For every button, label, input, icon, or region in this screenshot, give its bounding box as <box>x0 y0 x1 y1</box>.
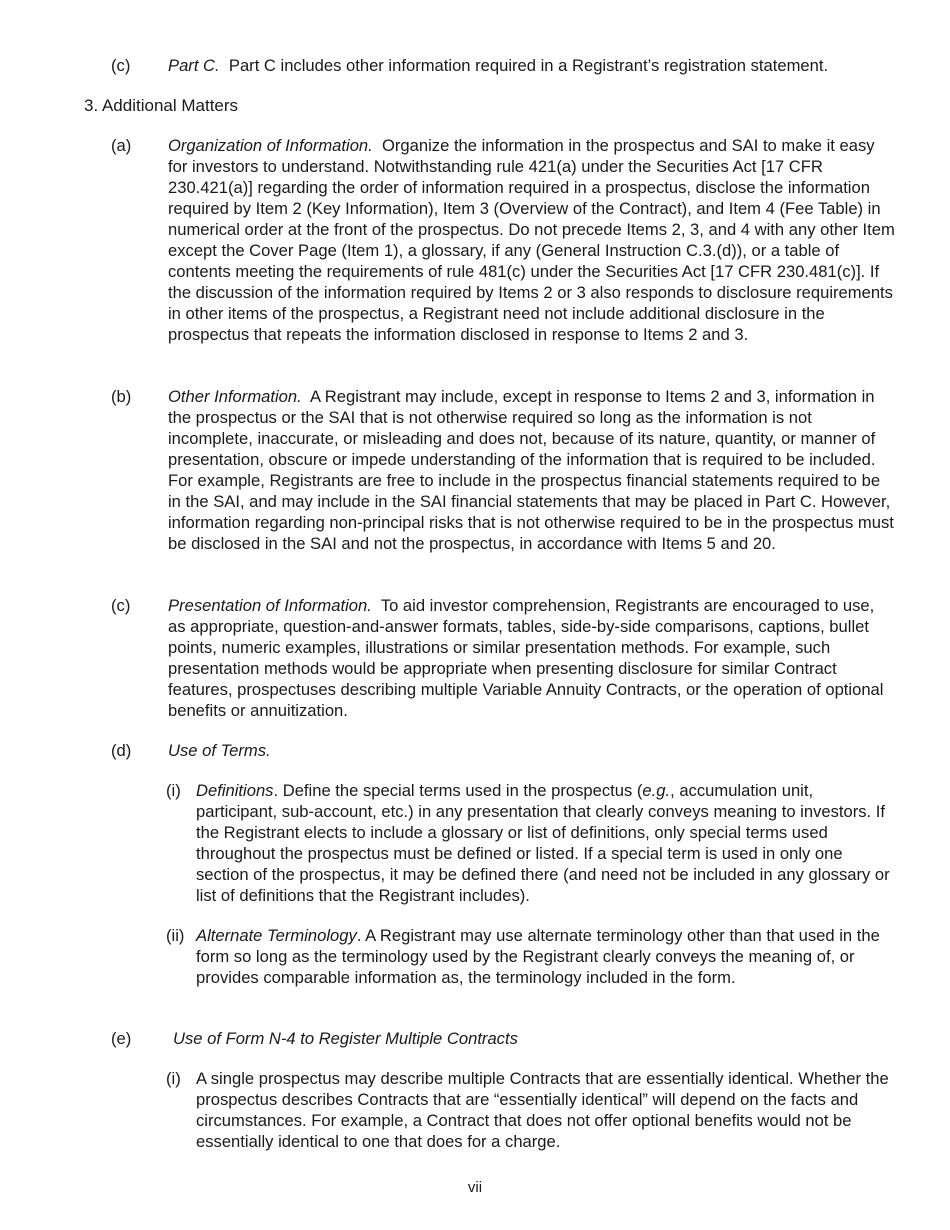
item-d-ii-label: (ii) <box>166 926 185 945</box>
item-e-i-text: A single prospectus may describe multiple Contracts that are essentially identical. Whether the prospectus describes Contracts that are “essentially identical” will depend on the facts and circumstances. For example, a Contract that does not offer optional benefits would not be essentially identical to one that does for a charge. <box>196 1069 889 1151</box>
part-c-body <box>168 55 908 76</box>
item-a-text: Organize the information in the prospectus and SAI to make it easy for investors to understand. Notwithstanding rule 421(a) under the Securities Act [17 CFR 230.421(a)] regarding the order of information required in a prospectus, disclose the information required by Item 2 (Key Information), Item 3 (Overview of the Contract), and Item 4 (Fee Table) in numerical order at the front of the prospectus. Do not precede Items 2, 3, and 4 with any other Item except the Cover Page (Item 1), a glossary, if any (General Instruction C.3.(d)), or a table of contents meeting the requirements of rule 481(c) under the Securities Act [17 CFR 230.481(c)]. If the discussion of the information required by Items 2 or 3 also responds to disclosure requirements in other items of the prospectus, a Registrant need not include additional disclosure in the prospectus that repeats the information disclosed in response to Items 2 and 3. <box>168 136 895 344</box>
item-d-lead: Use of Terms. <box>168 741 271 760</box>
item-e-label: (e) <box>111 1029 132 1048</box>
item-d-ii-lead: Alternate Terminology <box>196 926 357 945</box>
item-b-text: A Registrant may include, except in response to Items 2 and 3, information in the prospectus or the SAI that is not otherwise required so long as the information is not incomplete, inaccurate, or misleading and does not, because of its nature, quantity, or manner of presentation, obscure or impede understanding of the information that is required to be included. For example, Registrants are free to include in the prospectus financial statements required to be in the SAI, and may include in the SAI financial statements that may be placed in Part C. However, information regarding non-principal risks that is not otherwise required to be in the prospectus must be disclosed in the SAI and not the prospectus, in accordance with Items 5 and 20. <box>168 387 894 553</box>
part-c-lead: Part C. <box>168 56 220 75</box>
item-e-i-body <box>196 1068 891 1152</box>
item-d-i-label: (i) <box>166 781 181 800</box>
item-d-i-eg: e.g. <box>642 781 671 800</box>
item-d-ii-body <box>196 925 891 988</box>
item-e-lead: Use of Form N-4 to Register Multiple Contracts <box>173 1029 518 1048</box>
item-b-lead: Other Information. <box>168 387 302 406</box>
item-a-body <box>168 135 895 345</box>
item-d-body <box>168 740 895 761</box>
item-e-body <box>173 1028 900 1049</box>
item-c-body <box>168 595 895 721</box>
section-heading: 3. Additional Matters <box>84 96 239 115</box>
part-c-text: Part C includes other information required in a Registrant’s registration statement. <box>228 56 829 75</box>
item-d-i-text-before: . Define the special terms used in the prospectus ( <box>273 781 643 800</box>
part-c-label: (c) <box>111 56 131 75</box>
item-d-ii-text: . A Registrant may use alternate terminology other than that used in the form so long as the terminology used by the Registrant clearly conveys the meaning of, or provides comparable information as, the terminology included in the form. <box>196 926 880 987</box>
item-e-i-label: (i) <box>166 1069 181 1088</box>
item-d-label: (d) <box>111 741 132 760</box>
item-c-label: (c) <box>111 596 131 615</box>
page-number: vii <box>467 1179 483 1196</box>
item-d-i-lead: Definitions <box>196 781 274 800</box>
item-a-label: (a) <box>111 136 132 155</box>
item-a-lead: Organization of Information. <box>168 136 373 155</box>
item-c-text: To aid investor comprehension, Registrants are encouraged to use, as appropriate, question-and-answer formats, tables, side-by-side comparisons, captions, bullet points, numeric examples, illustrations or similar presentation methods. For example, such presentation methods would be appropriate when presenting disclosure for similar Contract features, prospectuses describing multiple Variable Annuity Contracts, or the operation of optional benefits or annuitization. <box>168 596 884 720</box>
item-b-label: (b) <box>111 387 132 406</box>
item-d-i-text-after: , accumulation unit, participant, sub-account, etc.) in any presentation that clearly conveys meaning to investors. If the Registrant elects to include a glossary or list of definitions, only special terms used throughout the prospectus must be defined or listed. If a special term is used in only one section of the prospectus, it may be defined there (and need not be included in any glossary or list of definitions that the Registrant includes). <box>196 781 890 905</box>
item-b-body <box>168 386 895 554</box>
item-c-lead: Presentation of Information. <box>168 596 372 615</box>
item-d-i-body <box>196 780 891 906</box>
